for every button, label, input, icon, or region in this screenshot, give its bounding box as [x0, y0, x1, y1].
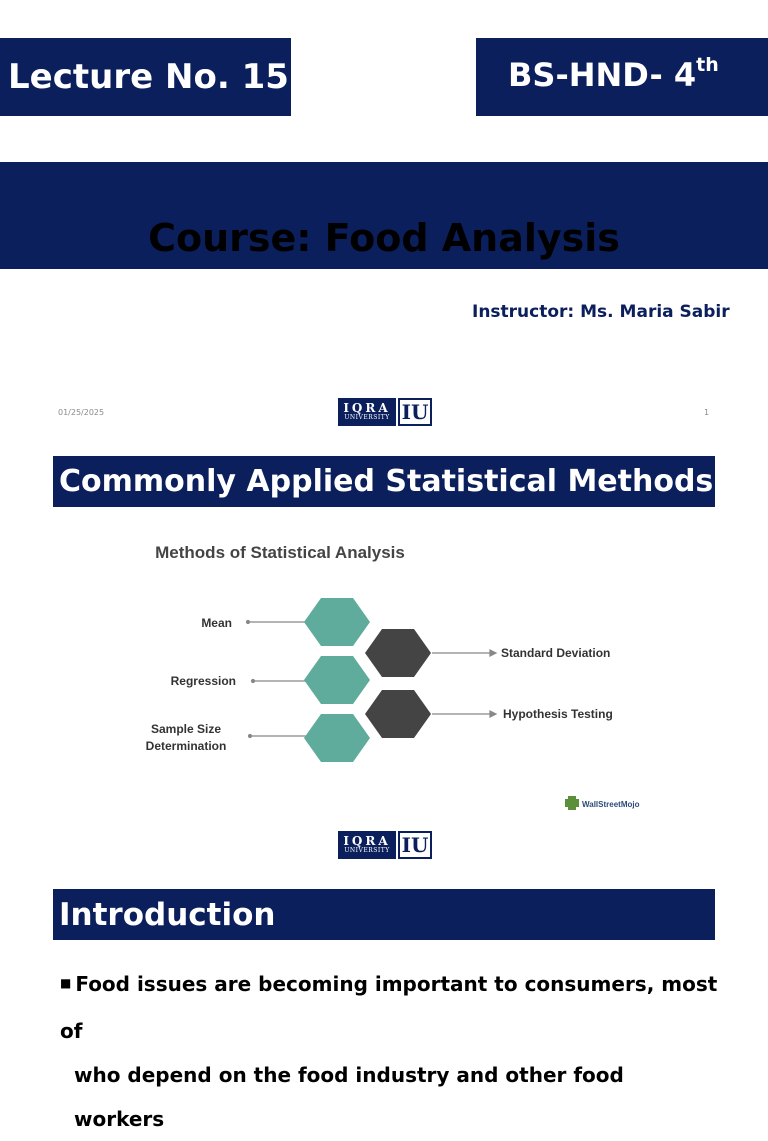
lecture-number: Lecture No. 15 — [8, 57, 289, 97]
label-regression: Regression — [170, 674, 236, 688]
label-hypothesis-testing: Hypothesis Testing — [503, 707, 613, 721]
intro-bullet — [60, 962, 720, 1141]
hexagon-regression — [304, 656, 370, 704]
statistical-methods-diagram — [110, 528, 670, 828]
slide-page-number: 1 — [704, 408, 710, 417]
label-sample-size: Sample Size — [150, 722, 222, 736]
introduction-heading-bar — [53, 889, 715, 940]
program-label: BS-HND- 4th — [508, 54, 719, 94]
introduction-heading: Introduction — [59, 896, 276, 933]
label-mean: Mean — [201, 616, 232, 630]
watermark-text: WallStreetMojo — [582, 800, 640, 809]
logo-iu-mark: IU — [398, 398, 432, 426]
logo-university-text: UNIVERSITY — [344, 414, 390, 421]
logo-university-text: UNIVERSITY — [344, 847, 390, 854]
instructor-name: Instructor: Ms. Maria Sabir — [472, 302, 730, 322]
program-superscript: th — [696, 54, 719, 76]
course-title: Course: Food Analysis — [148, 216, 620, 260]
hexagon-sample-size — [304, 714, 370, 762]
statistical-methods-heading: Commonly Applied Statistical Methods — [59, 464, 714, 499]
label-determination: Determination — [145, 739, 227, 753]
iqra-university-logo-2 — [338, 831, 432, 859]
slide-date: 01/25/2025 — [58, 408, 105, 417]
program-box — [476, 38, 768, 116]
diagram-title: Methods of Statistical Analysis — [155, 543, 405, 562]
logo-iu-mark: IU — [398, 831, 432, 859]
statistical-methods-heading-bar — [53, 456, 715, 507]
iqra-university-logo — [338, 398, 432, 426]
logo-iqra-text: IQRA — [343, 401, 391, 415]
hexagon-hypothesis-testing — [365, 690, 431, 738]
hexagon-standard-deviation — [365, 629, 431, 677]
logo-iqra-text: IQRA — [343, 834, 391, 848]
bullet-square-icon: ■ — [60, 976, 72, 990]
hexagon-mean — [304, 598, 370, 646]
lecture-number-box — [0, 38, 291, 116]
label-standard-deviation: Standard Deviation — [501, 646, 611, 660]
wallstreetmojo-logo — [565, 796, 640, 810]
bullet-line-2: who depend on the food industry and other food workers — [74, 1063, 624, 1131]
bullet-line-1: ■ Food issues are becoming important to consumers, most of — [60, 972, 718, 1043]
